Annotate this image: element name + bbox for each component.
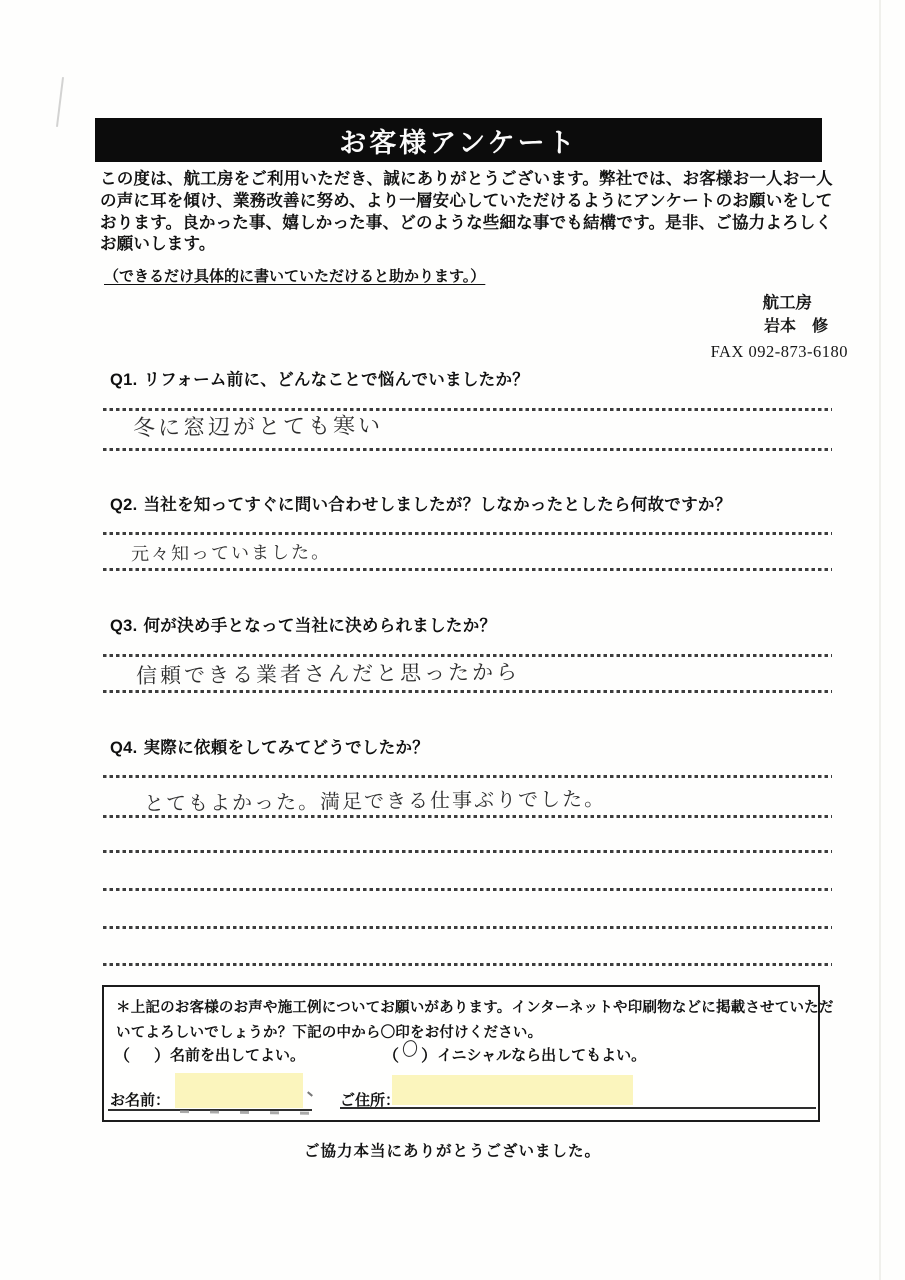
consent-options-row — [114, 1043, 646, 1066]
address-field-underline — [340, 1107, 816, 1109]
question-1-text: リフォーム前に、どんなことで悩んでいましたか？ — [143, 371, 530, 389]
option-1-paren-close: ） — [154, 1048, 171, 1065]
answer-line — [103, 690, 832, 693]
stray-ink-tick — [307, 1091, 313, 1096]
option-2-paren-open: （ — [383, 1048, 400, 1065]
intro-line: の声に耳を傾け、業務改善に努め、より一層安心していただけるようにアンケートのお願いをして — [100, 191, 833, 210]
answer-line — [103, 926, 832, 929]
header-title-bar — [95, 118, 822, 162]
name-field-label: お名前： — [110, 1092, 171, 1109]
consent-text-line-2: いてよろしいでしょうか？下記の中から〇印をお付けください。 — [116, 1025, 543, 1041]
address-field-label: ご住所： — [340, 1092, 401, 1109]
company-block — [711, 291, 848, 364]
option-1-paren-open: （ — [114, 1048, 131, 1065]
answer-line — [103, 775, 832, 778]
intro-line: この度は、航工房をご利用いただき、誠にありがとうございます。弊社では、お客様お一人お一人 — [100, 170, 833, 188]
question-1-handwritten-answer: 冬に窓辺がとても寒い — [132, 413, 384, 442]
page-title: お客様アンケート — [339, 127, 578, 158]
answer-line — [103, 815, 832, 818]
name-redaction-highlight — [175, 1073, 303, 1108]
answer-line — [103, 850, 832, 853]
answer-line — [103, 963, 832, 966]
publication-consent-box — [102, 985, 834, 1122]
consent-option-2-label: イニシャルなら出してもよい。 — [437, 1047, 647, 1064]
scan-artifact-line — [56, 77, 64, 127]
question-2-id: Q2. — [110, 496, 138, 514]
question-3-label — [110, 612, 496, 636]
answer-line — [103, 448, 832, 451]
question-2-label — [110, 491, 732, 515]
intro-line: お願いします。 — [100, 235, 216, 254]
company-person: 岩本 修 — [763, 318, 828, 335]
closing-message-row — [0, 1139, 905, 1161]
scan-edge-shadow — [879, 0, 881, 1280]
question-3-id: Q3. — [110, 617, 138, 635]
answer-line — [103, 568, 832, 571]
question-4-id: Q4. — [110, 739, 138, 757]
closing-message: ご協力本当にありがとうございました。 — [303, 1143, 601, 1160]
consent-option-1-label: 名前を出してよい。 — [170, 1047, 306, 1064]
question-4-handwritten-answer: とてもよかった。満足できる仕事ぶりでした。 — [143, 786, 607, 816]
intro-paragraph — [100, 169, 840, 256]
address-redaction-highlight — [392, 1075, 633, 1105]
question-3-text: 何が決め手となって当社に決められましたか？ — [143, 617, 497, 635]
question-2-text: 当社を知ってすぐに問い合わせしましたが？しなかったとしたら何故ですか？ — [143, 496, 732, 514]
intro-line: おります。良かった事、嬉しかった事、どのような些細な事でも結構です。是非、ご協力よろしく — [100, 213, 833, 232]
answer-line — [103, 888, 832, 891]
question-2-handwritten-answer: 元々知っていました。 — [130, 541, 332, 566]
consent-text-line-1: ＊上記のお客様のお声や施工例についてお願いがあります。インターネットや印刷物などに掲載させていただ — [116, 1000, 834, 1016]
question-1-label — [110, 366, 529, 390]
intro-note: （できるだけ具体的に書いていただけると助かります。） — [104, 268, 486, 285]
question-4-text: 実際に依頼をしてみてどうでしたか？ — [143, 739, 430, 757]
company-fax: FAX 092-873-6180 — [710, 342, 848, 361]
question-1-id: Q1. — [110, 371, 138, 389]
question-4-label — [110, 734, 429, 758]
question-3-handwritten-answer: 信頼できる業者さんだと思ったから — [135, 659, 521, 689]
answer-line — [103, 532, 832, 535]
option-2-paren-close: ） — [421, 1048, 438, 1065]
company-name: 航工房 — [762, 294, 812, 312]
